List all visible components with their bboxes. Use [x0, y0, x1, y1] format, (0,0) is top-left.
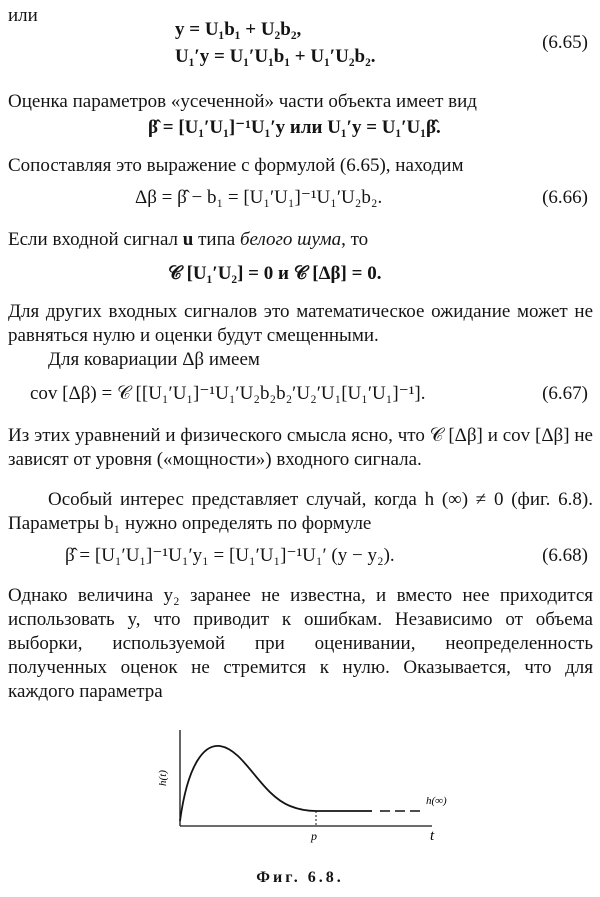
figure-caption: Фиг. 6.8. [256, 869, 344, 886]
equation-666: Δβ = β̂ − b₁ = [U₁′U₁]⁻¹U₁′U₂b₂. [135, 187, 383, 208]
equation-number-665: (6.65) [542, 32, 588, 53]
paragraph-other-signals: Для других входных сигналов это математическое ожидание может не равняться нулю и оценки будут смещенными. [8, 301, 593, 346]
paragraph-estimate: Оценка параметров «усеченной» части объекта имеет вид [8, 91, 477, 112]
equation-665-line2: U₁′y = U₁′U₁b₁ + U₁′U₂b₂. [175, 46, 376, 67]
paragraph-covariance: Для ковариации Δβ имеем [48, 349, 260, 370]
paragraph-compare: Сопоставляя это выражение с формулой (6.65), находим [8, 155, 464, 176]
x-axis-label: t [430, 828, 435, 844]
equation-beta-hat: β̂ = [U₁′U₁]⁻¹U₁′y или U₁′y = U₁′U₁β̂. [148, 117, 441, 138]
equation-665-line1: y = U₁b₁ + U₂b₂, [175, 19, 302, 40]
paragraph-physical-meaning: Из этих уравнений и физического смысла ясно, что 𝒞 [Δβ] и cov [Δβ] не зависят от уровня («мощности») входного сигнала. [8, 425, 593, 470]
equation-668: β̂ = [U₁′U₁]⁻¹U₁′y₁ = [U₁′U₁]⁻¹U₁′ (y − y₂). [65, 545, 395, 566]
equation-number-666: (6.66) [542, 187, 588, 208]
word-ili: или [8, 5, 38, 26]
response-curve [180, 746, 372, 821]
figure-6-8 [150, 722, 450, 862]
asymptote-label: h(∞) [426, 795, 447, 807]
y-axis-label: h(t) [157, 770, 169, 786]
equation-number-667: (6.67) [542, 383, 588, 404]
equation-number-668: (6.68) [542, 545, 588, 566]
paragraph-special-case: Особый интерес представляет случай, когда h (∞) ≠ 0 (фиг. 6.8). Параметры b₁ нужно определять по формуле [8, 489, 593, 534]
paragraph-white-noise: Если входной сигнал u типа белого шума, то [8, 229, 369, 250]
paragraph-however: Однако величина y₂ заранее не известна, и вместо нее приходится использовать y, что приводит к ошибкам. Независимо от объема выборки, используемой при оценивании, неопределенность полученных оценок не стремится к нулю. Оказывается, что для каждого параметра [8, 585, 593, 702]
equation-667: cov [Δβ) = 𝒞 [[U₁′U₁]⁻¹U₁′U₂b₂b₂′U₂′U₁[U₁′U₁]⁻¹]. [30, 383, 426, 404]
equation-expectation-zero: 𝒞 [U₁′U₂] = 0 и 𝒞 [Δβ] = 0. [168, 263, 382, 284]
p-label: p [311, 829, 317, 843]
